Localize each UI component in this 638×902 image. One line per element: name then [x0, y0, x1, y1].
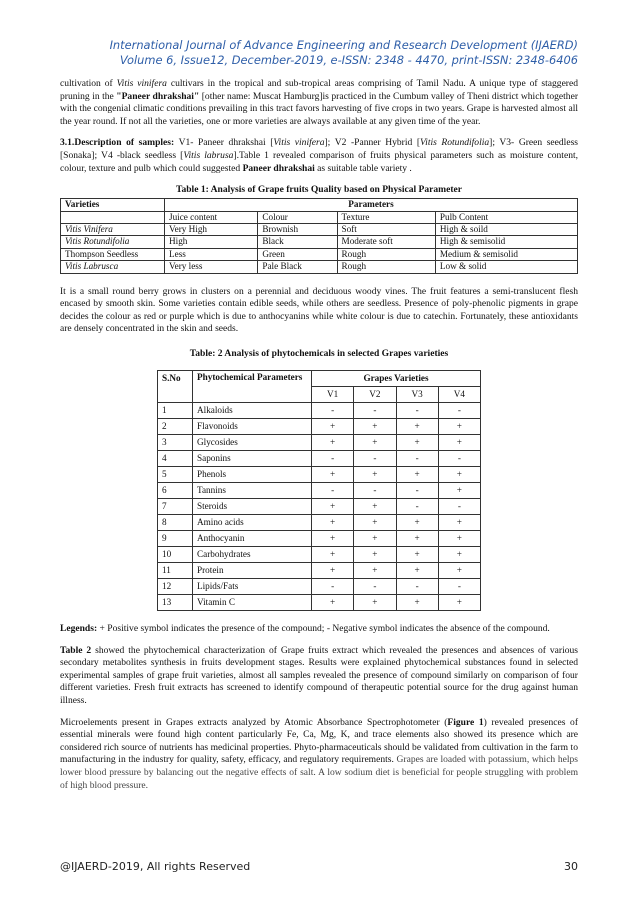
header-cell: Texture [337, 211, 435, 223]
table-cell: Glycosides [193, 434, 312, 450]
table-cell: + [312, 434, 354, 450]
table-row [158, 498, 481, 514]
italic-run: Vitis vinifera [116, 78, 167, 89]
table-cell: Lipids/Fats [193, 578, 312, 594]
legend-paragraph [60, 623, 578, 636]
header-cell: Phytochemical Parameters [193, 370, 312, 402]
table-row [158, 466, 481, 482]
text-run: showed the phytochemical characterization of Grape fruits extract which revealed the presences and absences of various secondary metabolites synthesis in fruits development stages. Results were explained phytochemical substances found in selected experimental samples of grape fruit varieties, almost all samples revealed the presence of compound similarly on comparison of four different varieties. Fresh fruit extracts has screened to identify compound of therapeutic potential source for the drug against human illness. [60, 644, 579, 706]
journal-title: International Journal of Advance Engineering and Research Development (IJAERD) [109, 38, 578, 52]
table-row [158, 546, 481, 562]
table-cell: + [396, 594, 438, 610]
text-run: Grapes are loaded with potassium, which helps lower blood pressure by balancing out the negative effects of salt. A low sodium diet is beneficial for people struggling with problem of high blood pressure. [60, 754, 578, 791]
table1 [60, 198, 578, 273]
table-cell: Vitis Vinifera [61, 223, 165, 235]
table-row [61, 223, 578, 235]
table-cell: + [438, 418, 480, 434]
text-run: Microelements present in Grapes extracts analyzed by Atomic Absorbance Spectrophotometer ( [60, 716, 448, 728]
table-cell: - [354, 450, 396, 466]
text-run: cultivation of [60, 78, 117, 89]
table-cell: + [312, 530, 354, 546]
table-cell: - [438, 578, 480, 594]
header-cell: Pulb Content [435, 211, 577, 223]
bold-run: Paneer dhrakshai [242, 162, 315, 174]
journal-header [60, 38, 578, 68]
table-cell: Phenols [193, 466, 312, 482]
table-cell: + [438, 530, 480, 546]
microelements-paragraph [60, 717, 578, 793]
section-heading: 3.1.Description of samples: [60, 137, 175, 149]
table-cell: + [354, 434, 396, 450]
header-cell: V2 [354, 386, 396, 402]
table-cell: + [396, 530, 438, 546]
table-cell: + [396, 514, 438, 530]
table-cell: Alkaloids [193, 402, 312, 418]
table-row [158, 434, 481, 450]
table-cell: + [312, 418, 354, 434]
table-cell: - [396, 402, 438, 418]
table-cell: 4 [158, 450, 193, 466]
journal-volume: Volume 6, Issue12, December-2019, e-ISSN: 2348 - 4470, print-ISSN: 2348-6406 [119, 53, 578, 67]
table-cell: High & semisolid [435, 236, 577, 248]
table2 [157, 370, 481, 611]
table-row [158, 562, 481, 578]
berry-paragraph: It is a small round berry grows in clusters on a perennial and deciduous woody vines. The fruit features a semi-translucent flesh encased by smooth skin. Some varieties contain edible seeds, while others are seedless. Presence of poly-phenolic pigments in grape decides the colour as red or purple which is due to anthocyanins while white colour is due to catechin. Fortunately, these antioxidants are densely concentrated in the skin and seeds. [60, 285, 578, 335]
table-cell: Moderate soft [337, 236, 435, 248]
table-cell: - [354, 578, 396, 594]
table-row [158, 402, 481, 418]
table-cell: + [354, 546, 396, 562]
table-cell: 8 [158, 514, 193, 530]
table-cell: + [312, 466, 354, 482]
table-cell: 7 [158, 498, 193, 514]
table-cell: + [312, 562, 354, 578]
table-cell: - [438, 450, 480, 466]
table-cell: + [312, 514, 354, 530]
page-number: 30 [564, 860, 578, 873]
table-row [158, 578, 481, 594]
text-run: as suitable table variety . [314, 162, 412, 174]
bold-run: Legends: [60, 622, 98, 634]
header-cell: Varieties [61, 199, 165, 211]
table-cell: + [396, 546, 438, 562]
table-row [158, 450, 481, 466]
table-cell: Very High [165, 223, 258, 235]
table-cell: Flavonoids [193, 418, 312, 434]
bold-run: Table 2 [60, 644, 92, 656]
table-cell: + [438, 546, 480, 562]
table-cell: + [312, 546, 354, 562]
table-cell: Very less [165, 261, 258, 273]
table-cell: 10 [158, 546, 193, 562]
header-cell: V3 [396, 386, 438, 402]
table-cell: - [396, 578, 438, 594]
table-header-row [158, 370, 481, 386]
table-cell: 3 [158, 434, 193, 450]
header-cell: V4 [438, 386, 480, 402]
table-cell: + [396, 418, 438, 434]
text-run: + Positive symbol indicates the presence of the compound; - Negative symbol indicates the absence of the compound. [97, 622, 550, 634]
table-cell: Thompson Seedless [61, 248, 165, 260]
header-cell: Juice content [165, 211, 258, 223]
table-cell: Anthocyanin [193, 530, 312, 546]
table-cell: + [354, 530, 396, 546]
table-cell: Vitis Labrusca [61, 261, 165, 273]
table-cell: - [396, 498, 438, 514]
table-cell: + [354, 594, 396, 610]
table-row [61, 248, 578, 260]
table-cell: Brownish [258, 223, 337, 235]
header-cell: Grapes Varieties [312, 370, 481, 386]
table-cell: 9 [158, 530, 193, 546]
table-cell: Vitis Rotundifolia [61, 236, 165, 248]
table-cell: Saponins [193, 450, 312, 466]
header-cell: V1 [312, 386, 354, 402]
table-cell: + [354, 562, 396, 578]
table-cell: - [396, 450, 438, 466]
table2-discussion [60, 645, 578, 708]
text-run: ]; V3- Green seedless [Sonaka]; V4 -black seedless [ [60, 137, 578, 161]
table-cell: 12 [158, 578, 193, 594]
table-cell: + [438, 434, 480, 450]
table-cell: + [396, 466, 438, 482]
table-cell: - [354, 402, 396, 418]
bold-run: "Paneer dhrakshai" [116, 90, 200, 102]
table-cell: Pale Black [258, 261, 337, 273]
table-cell: Carbohydrates [193, 546, 312, 562]
table-cell: + [396, 434, 438, 450]
table-cell: 5 [158, 466, 193, 482]
table-row [158, 418, 481, 434]
copyright: @IJAERD-2019, All rights Reserved [60, 860, 251, 873]
table-cell: Rough [337, 261, 435, 273]
text-run: ) revealed presences of essential minerals were found high content particularly Fe, Ca, Mg, K, and trace elements also showed its presence which are considered rich source of nutrients has medicinal properties. Phyto-pharmaceuticals should be validated from cultivation in the farm to manufacturing in the industry for quality, safety, efficacy, and regulatory requirements. [60, 716, 579, 766]
table-cell: Less [165, 248, 258, 260]
table-cell: + [354, 514, 396, 530]
table-cell: - [312, 578, 354, 594]
table-cell: + [354, 498, 396, 514]
table-cell: Vitamin C [193, 594, 312, 610]
table-header-row [61, 199, 578, 211]
table-cell: Medium & semisolid [435, 248, 577, 260]
table-cell: + [312, 594, 354, 610]
table-cell: + [312, 498, 354, 514]
text-run: ]; V2 -Panner Hybrid [ [324, 137, 421, 149]
table-cell: Rough [337, 248, 435, 260]
header-cell: S.No [158, 370, 193, 402]
table-cell: Tannins [193, 482, 312, 498]
table-cell: + [438, 482, 480, 498]
text-run: V1- Paneer dhrakshai [ [174, 137, 274, 149]
italic-run: Vitis vinifera [273, 137, 325, 149]
text-run: ].Table 1 revealed comparison of fruits physical parameters such as moisture content, colour, texture and pulb which could suggested [60, 149, 579, 174]
table-row [158, 594, 481, 610]
table-row [61, 261, 578, 273]
table-cell: + [438, 562, 480, 578]
table-cell: - [438, 498, 480, 514]
table-cell: Soft [337, 223, 435, 235]
text-run: cultivars in the tropical and sub-tropical areas comprising of Tamil Nadu. A unique type of staggered pruning in the [60, 78, 578, 102]
table-cell: Green [258, 248, 337, 260]
table2-caption: Table: 2 Analysis of phytochemicals in selected Grapes varieties [189, 347, 449, 359]
table-cell: 1 [158, 402, 193, 418]
table-cell: 2 [158, 418, 193, 434]
table-cell: Low & solid [435, 261, 577, 273]
table-cell: Steroids [193, 498, 312, 514]
text-run: [other name: Muscat Hamburg]is practiced in the Cumbum valley of Theni district which together with the congenial climatic conditions prevailing in this tract favors harvesting of five crops in two years. Grape is harvested almost all the year round. If not all the varieties, one or more varieties are always available at any given time of the year. [60, 90, 578, 127]
table-cell: Black [258, 236, 337, 248]
article-body [60, 78, 578, 792]
table-cell: + [396, 562, 438, 578]
table-cell: + [438, 466, 480, 482]
table-row [158, 482, 481, 498]
table-subheader-row [61, 211, 578, 223]
table-cell: 6 [158, 482, 193, 498]
table-cell: - [312, 482, 354, 498]
table-cell: Amino acids [193, 514, 312, 530]
table-cell: - [396, 482, 438, 498]
header-cell [61, 211, 165, 223]
table-cell: - [354, 482, 396, 498]
italic-run: Vitis Rotundifolia [420, 137, 490, 149]
table-cell: + [438, 514, 480, 530]
figure-reference: Figure 1 [447, 716, 484, 728]
table-row [158, 530, 481, 546]
header-cell: Colour [258, 211, 337, 223]
table-cell: - [312, 450, 354, 466]
table-cell: + [354, 418, 396, 434]
table-cell: 11 [158, 562, 193, 578]
table-cell: 13 [158, 594, 193, 610]
italic-run: Vitis labrusa [183, 149, 234, 161]
table-row [61, 236, 578, 248]
samples-paragraph [60, 137, 578, 175]
table-cell: High & soild [435, 223, 577, 235]
intro-paragraph [60, 78, 578, 128]
table1-caption: Table 1: Analysis of Grape fruits Quality based on Physical Parameter [175, 184, 463, 196]
table-cell: - [312, 402, 354, 418]
table-cell: Protein [193, 562, 312, 578]
table-row [158, 514, 481, 530]
header-cell: Parameters [165, 199, 578, 211]
page-footer [60, 860, 578, 873]
table-cell: + [438, 594, 480, 610]
table-cell: + [354, 466, 396, 482]
table-cell: - [438, 402, 480, 418]
table-cell: High [165, 236, 258, 248]
